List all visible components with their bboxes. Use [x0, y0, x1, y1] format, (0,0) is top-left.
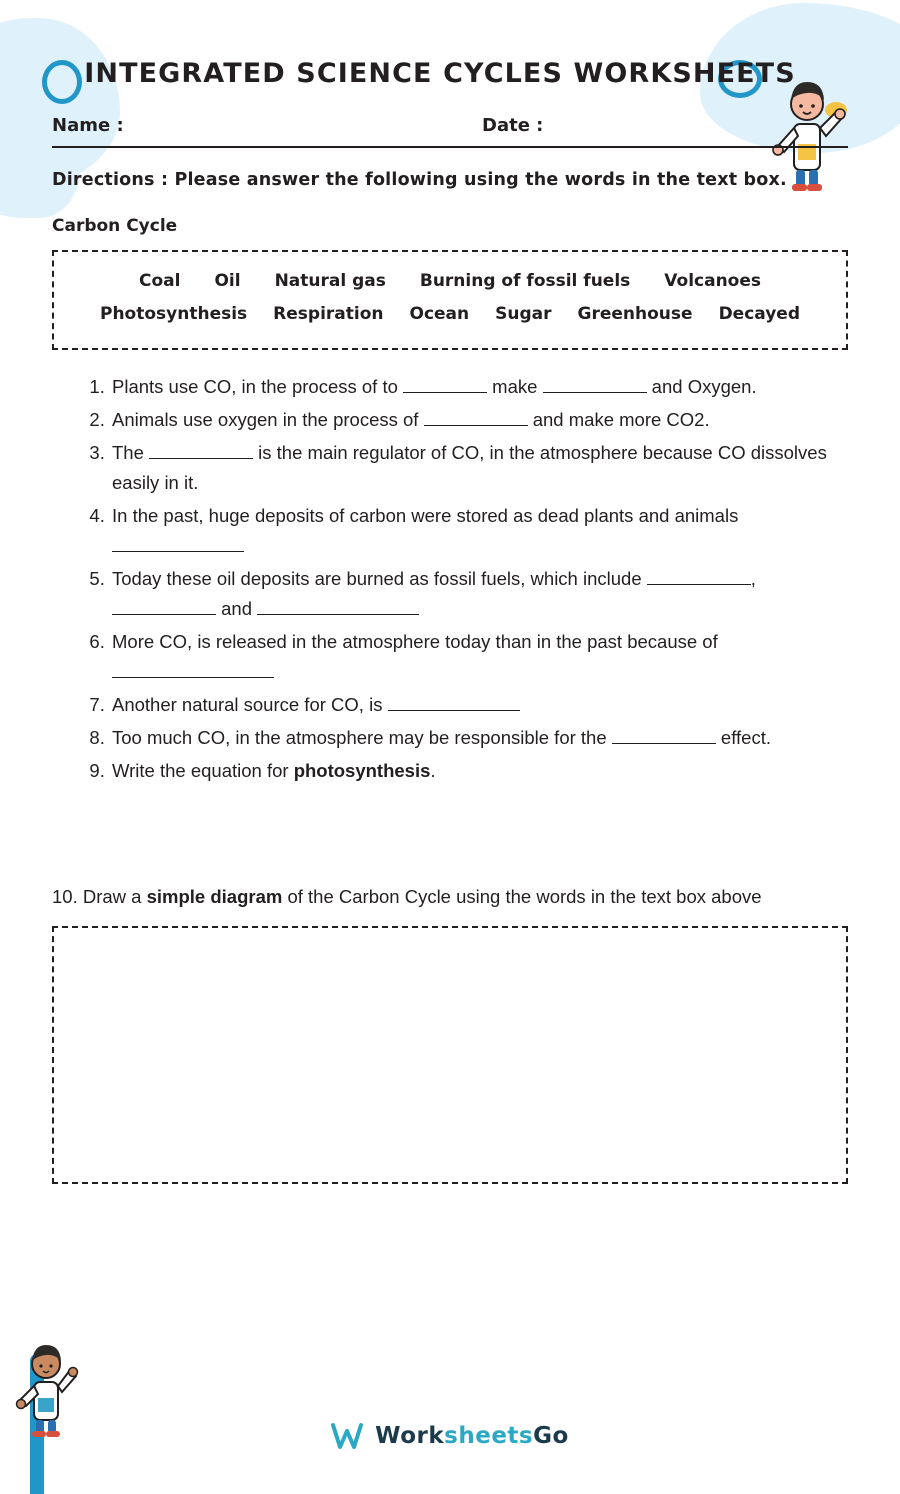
word-bank-item: Volcanoes	[664, 271, 761, 291]
question-text: in the atmosphere because CO dissolves easily in it.	[112, 441, 827, 493]
question-text: in the process of to	[236, 376, 404, 397]
question-item-6	[110, 627, 848, 687]
question-item-5	[110, 564, 848, 624]
footer-logo	[0, 1422, 900, 1450]
word-bank-item: Coal	[138, 271, 181, 291]
answer-blank[interactable]	[647, 584, 751, 585]
word-bank-item: Greenhouse	[577, 304, 693, 325]
question-text: Too much CO	[112, 726, 226, 748]
question-text: ,	[750, 567, 756, 589]
question-text: Animals use oxygen in the process of	[112, 408, 424, 430]
directions-text: Directions : Please answer the following using the words in the text box.	[52, 170, 787, 190]
question-text: Today these oil deposits are burned as fossil fuels, which include	[112, 567, 647, 589]
question-item-4	[110, 501, 848, 561]
question-text: is released in the atmosphere today than in the past because of	[192, 630, 718, 652]
question-emphasis: simple diagram	[146, 885, 283, 907]
question-text: and	[216, 597, 258, 619]
name-date-underline	[52, 146, 848, 148]
question-subscript: ,	[187, 630, 193, 652]
question-item-1	[110, 372, 848, 402]
questions-list	[52, 372, 848, 786]
footer-logo-text	[375, 1423, 569, 1449]
question-subscript: ,	[479, 441, 485, 463]
name-date-row	[52, 115, 848, 136]
question-text: .	[430, 759, 436, 781]
question-text: In the past, huge deposits of carbon were stored as dead plants and animals	[112, 504, 739, 526]
question-text: and Oxygen.	[646, 376, 757, 397]
question-text: Write the equation for	[112, 759, 294, 781]
question-text: effect.	[715, 726, 771, 748]
answer-blank[interactable]	[112, 614, 216, 615]
word-bank-item: Burning of fossil fuels	[419, 271, 631, 291]
answer-blank[interactable]	[388, 710, 520, 711]
question-item-3	[110, 438, 848, 498]
word-bank-item: Respiration	[273, 304, 384, 325]
word-bank-item: Sugar	[495, 304, 552, 325]
worksheet-page	[0, 58, 900, 1184]
question-item-7	[110, 690, 848, 720]
question-item-9	[110, 756, 848, 786]
question-item-2	[110, 405, 848, 435]
question-item-10	[52, 882, 848, 912]
answer-blank[interactable]	[424, 425, 528, 426]
question-text: in the atmosphere may be responsible for the	[230, 726, 612, 748]
question-text: The	[112, 441, 150, 463]
question-item-8	[110, 723, 848, 753]
answer-blank[interactable]	[543, 392, 647, 393]
date-label: Date :	[482, 115, 544, 136]
question-text: Plants use CO	[112, 376, 232, 397]
footer-logo-part-2: sheets	[444, 1423, 534, 1449]
word-bank-box	[52, 250, 848, 350]
question-subscript: ,	[231, 376, 237, 397]
question-subscript: ,	[225, 726, 231, 748]
page-title: INTEGRATED SCIENCE CYCLES WORKSHEETS	[84, 58, 796, 89]
word-bank-item: Oil	[214, 271, 241, 291]
question-emphasis: photosynthesis	[293, 759, 431, 781]
question-text: 10. Draw a	[52, 885, 147, 907]
question-text: Another natural source for CO	[112, 693, 359, 715]
question-text: make	[487, 376, 543, 397]
name-label: Name :	[52, 115, 124, 136]
drawing-area-box[interactable]	[52, 926, 848, 1184]
question-text: of the Carbon Cycle using the words in the text box above	[282, 885, 762, 907]
word-bank-item: Ocean	[409, 304, 470, 325]
answer-blank[interactable]	[257, 614, 419, 615]
word-bank-row-2	[72, 301, 828, 328]
footer-logo-part-3: Go	[533, 1423, 569, 1449]
answer-blank[interactable]	[112, 551, 244, 552]
answer-blank[interactable]	[403, 392, 487, 393]
word-bank-row-1	[72, 268, 828, 295]
question-text: is the main regulator of CO	[253, 441, 480, 463]
question-text: More CO	[112, 630, 188, 652]
question-subscript: ,	[358, 693, 364, 715]
question-text: and make more CO2.	[527, 408, 710, 430]
section-label-carbon-cycle: Carbon Cycle	[52, 216, 178, 236]
answer-blank[interactable]	[612, 743, 716, 744]
answer-blank[interactable]	[112, 677, 274, 678]
worksheetsgo-logo-icon	[331, 1422, 365, 1450]
word-bank-item: Decayed	[718, 304, 801, 325]
footer-logo-part-1: Work	[375, 1423, 445, 1449]
word-bank-item: Natural gas	[274, 271, 386, 291]
word-bank-item: Photosynthesis	[99, 304, 248, 325]
answer-blank[interactable]	[149, 458, 253, 459]
question-text: is	[363, 693, 388, 715]
